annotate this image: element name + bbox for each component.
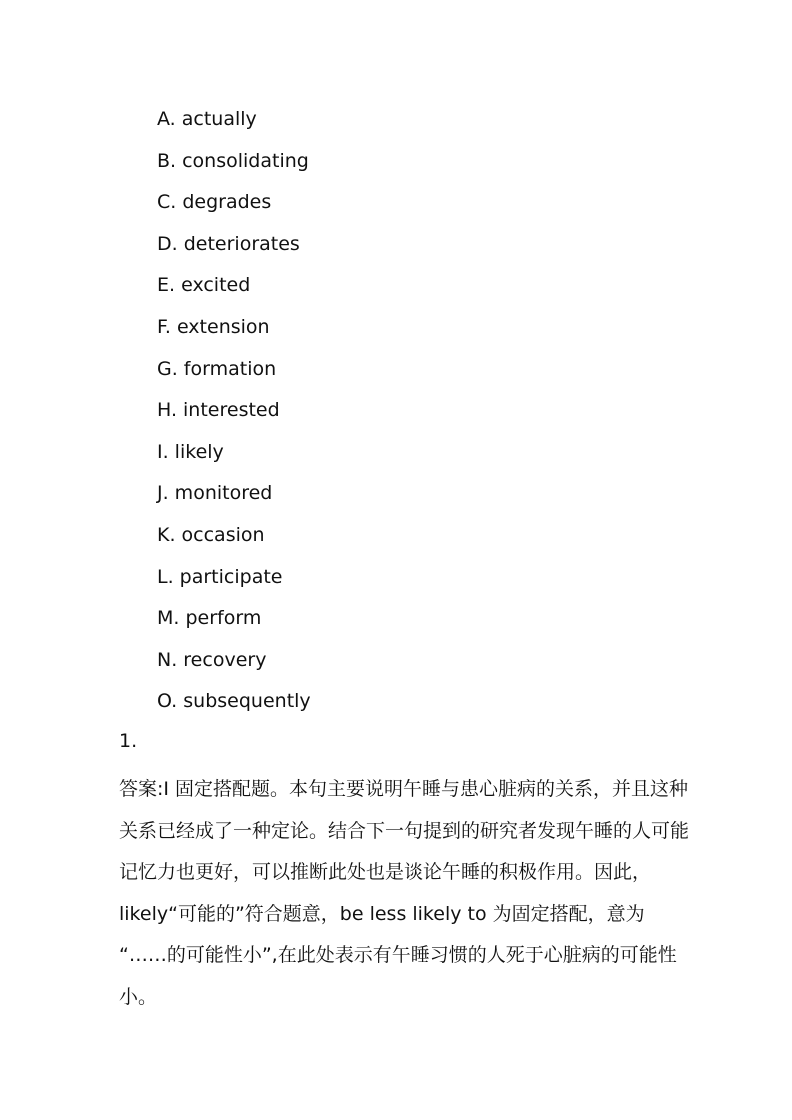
option-i: I. likely [157, 440, 224, 463]
option-l: L. participate [157, 565, 283, 588]
option-list [157, 104, 311, 728]
answer-line: 答案:I 固定搭配题。本句主要说明午睡与患心脏病的关系，并且这种 [119, 778, 689, 800]
option-k: K. occasion [157, 523, 265, 546]
answer-line: likely“可能的”符合题意，be less likely to 为固定搭配，意为 [119, 902, 645, 925]
option-j: J. monitored [157, 482, 273, 505]
answer-explanation [119, 769, 689, 1018]
answer-line: 记忆力也更好，可以推断此处也是谈论午睡的积极作用。因此， [119, 861, 652, 883]
answer-line: 小。 [119, 985, 158, 1008]
option-a: A. actually [157, 108, 257, 130]
option-h: H. interested [157, 399, 280, 422]
option-e: E. excited [157, 274, 251, 297]
option-b: B. consolidating [157, 149, 309, 172]
answer-line: “……的可能性小”,在此处表示有午睡习惯的人死于心脏病的可能性 [119, 944, 677, 966]
option-g: G. formation [157, 357, 277, 380]
option-d: D. deteriorates [157, 232, 300, 255]
option-o: O. subsequently [157, 690, 311, 713]
answer-line: 关系已经成了一种定论。结合下一句提到的研究者发现午睡的人可能 [119, 819, 690, 842]
option-f: F. extension [157, 315, 270, 338]
option-m: M. perform [157, 607, 262, 630]
option-n: N. recovery [157, 648, 267, 671]
option-c: C. degrades [157, 191, 272, 214]
question-number: 1. [119, 730, 138, 752]
